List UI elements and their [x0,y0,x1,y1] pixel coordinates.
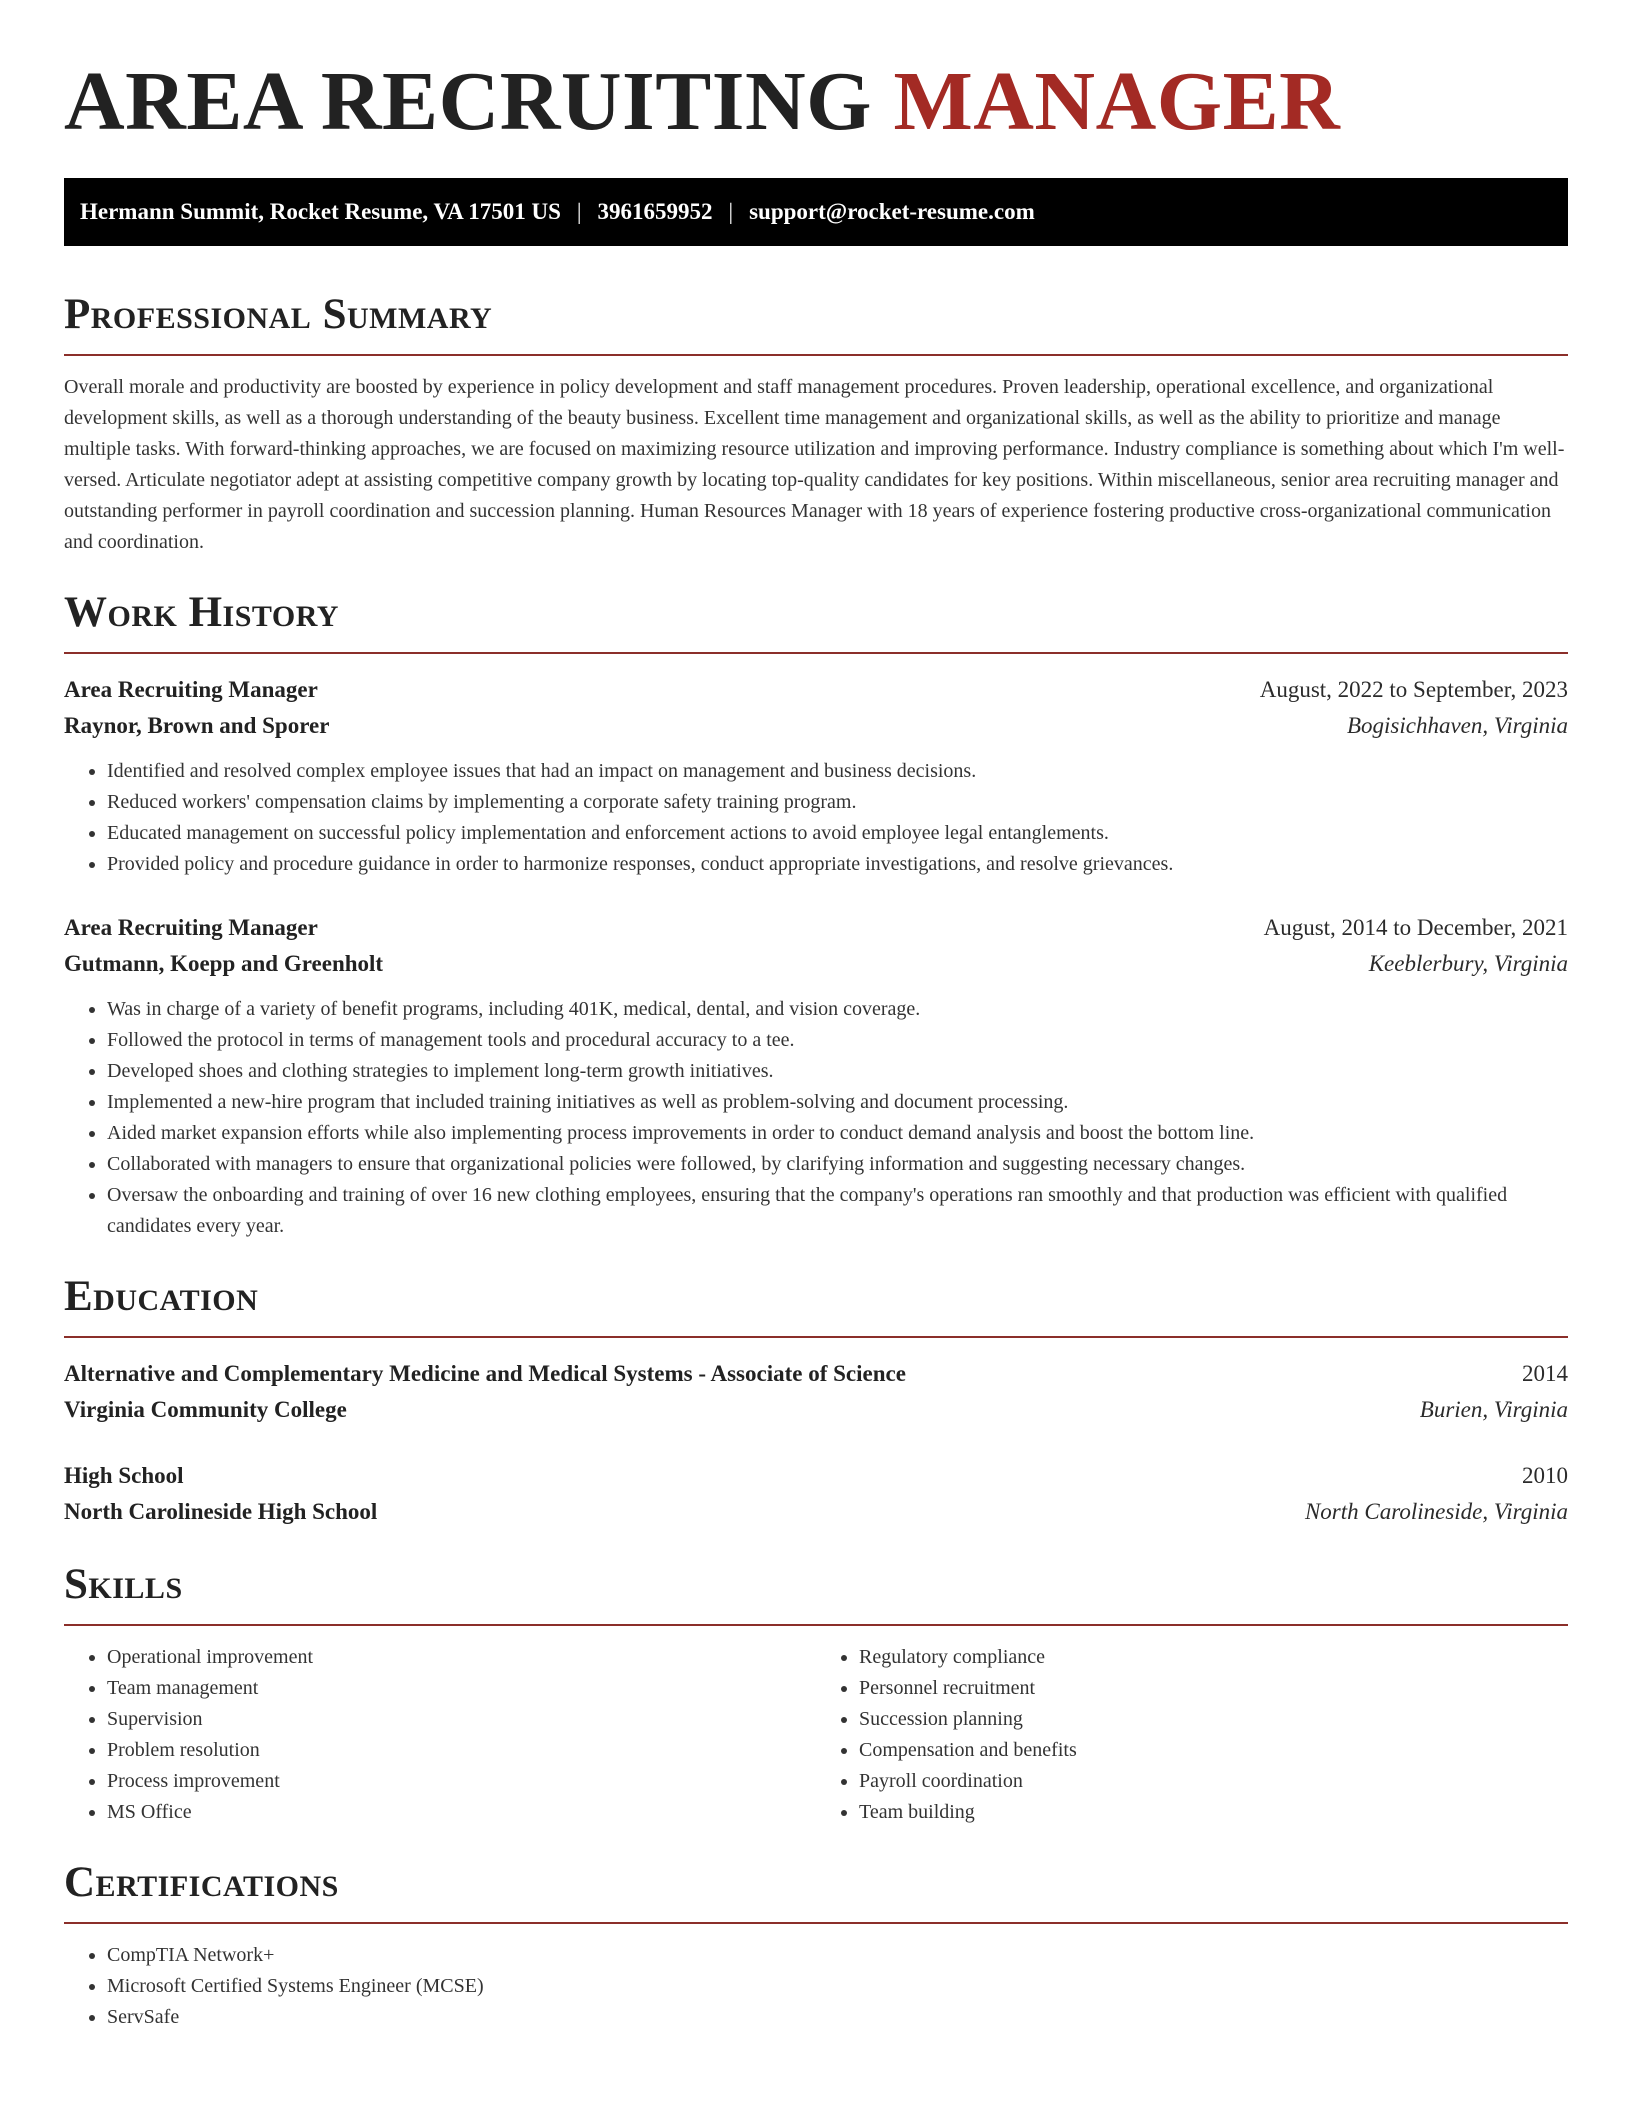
job-bullet: • Identified and resolved complex employee issues that had an impact on management and business decisions. [107,756,1568,787]
job-company-row [64,708,1568,744]
job-bullet: • Developed shoes and clothing strategies to implement long-term growth initiatives. [107,1056,1568,1087]
education-degree: Alternative and Complementary Medicine and Medical Systems - Associate of Science [64,1361,906,1386]
work-section [64,588,1568,1242]
work-heading: Work History [64,588,1568,654]
certification-item: • ServSafe [107,2002,1568,2033]
education-entry [64,1458,1568,1530]
job-bullet: • Followed the protocol in terms of management tools and procedural accuracy to a tee. [107,1025,1568,1056]
resume-title [64,52,1568,152]
education-entry [64,1356,1568,1428]
contact-email: support@rocket-resume.com [749,199,1035,224]
job-dates: August, 2014 to December, 2021 [1263,915,1568,940]
skill-item: • Payroll coordination [859,1766,1568,1797]
job-bullet: • Aided market expansion efforts while also implementing process improvements in order to conduct demand analysis and boost the bottom line. [107,1118,1568,1149]
skills-section [64,1560,1568,1828]
job-company: Gutmann, Koepp and Greenholt [64,951,384,976]
education-school-row [64,1392,1568,1428]
education-degree: High School [64,1463,184,1488]
job-bullet: • Reduced workers' compensation claims by implementing a corporate safety training program. [107,787,1568,818]
skill-item: • Regulatory compliance [859,1642,1568,1673]
job-company: Raynor, Brown and Sporer [64,713,330,738]
education-location: North Carolineside, Virginia [1304,1499,1568,1524]
job-bullet: • Was in charge of a variety of benefit programs, including 401K, medical, dental, and vision coverage. [107,994,1568,1025]
education-year: 2010 [1522,1463,1568,1488]
education-school-row [64,1494,1568,1530]
skill-item: • Supervision [107,1704,816,1735]
education-school: Virginia Community College [64,1397,347,1422]
skill-item: • Team management [107,1673,816,1704]
education-degree-row [64,1356,1568,1392]
title-main: AREA RECRUITING [64,55,872,148]
job-bullet: • Oversaw the onboarding and training of over 16 new clothing employees, ensuring that the company's operations ran smoothly and that production was efficient with qualified candidates every year. [107,1180,1568,1242]
education-school: North Carolineside High School [64,1499,378,1524]
skills-grid [64,1642,1568,1828]
job-dates: August, 2022 to September, 2023 [1259,677,1568,702]
education-section [64,1272,1568,1530]
job-bullet: • Provided policy and procedure guidance in order to harmonize responses, conduct appropriate investigations, and resolve grievances. [107,849,1568,880]
education-year: 2014 [1522,1361,1568,1386]
skill-item: • Team building [859,1797,1568,1828]
education-location: Burien, Virginia [1419,1397,1568,1422]
job-company-row [64,946,1568,982]
certifications-section [64,1858,1568,2033]
job-bullets [64,756,1568,880]
skill-item: • Process improvement [107,1766,816,1797]
title-accent: MANAGER [893,55,1341,148]
job-title: Area Recruiting Manager [64,677,318,702]
skill-item: • MS Office [107,1797,816,1828]
job-entry [64,672,1568,880]
certification-item: • Microsoft Certified Systems Engineer (MCSE) [107,1971,1568,2002]
education-heading: Education [64,1272,1568,1338]
certification-item: • CompTIA Network+ [107,1940,1568,1971]
skill-item: • Compensation and benefits [859,1735,1568,1766]
certifications-list [64,1940,1568,2033]
summary-text: Overall morale and productivity are boosted by experience in policy development and staff management procedures. Proven leadership, operational excellence, and organizational development skills, as well as a thorough understanding of the beauty business. Excellent time management and organizational skills, as well as the ability to prioritize and manage multiple tasks. With forward-thinking approaches, we are focused on maximizing resource utilization and improving performance. Industry compliance is something about which I'm well-versed. Articulate negotiator adept at assisting competitive company growth by locating top-quality candidates for key positions. Within miscellaneous, senior area recruiting manager and outstanding performer in payroll coordination and succession planning. Human Resources Manager with 18 years of experience fostering productive cross-organizational communication and coordination. [64,376,1565,553]
job-location: Bogisichhaven, Virginia [1346,713,1568,738]
summary-section [64,290,1568,558]
skill-item: • Succession planning [859,1704,1568,1735]
job-header-row [64,910,1568,946]
contact-phone: 3961659952 [597,199,713,224]
job-bullets [64,994,1568,1242]
job-title: Area Recruiting Manager [64,915,318,940]
job-location: Keeblerbury, Virginia [1368,951,1568,976]
job-bullet: • Educated management on successful policy implementation and enforcement actions to avoid employee legal entanglements. [107,818,1568,849]
skills-list-right [816,1642,1568,1828]
education-degree-row [64,1458,1568,1494]
contact-separator: | [576,199,582,224]
contact-address: Hermann Summit, Rocket Resume, VA 17501 US [80,199,561,224]
summary-heading: Professional Summary [64,290,1568,356]
job-header-row [64,672,1568,708]
contact-separator: | [728,199,734,224]
job-entry [64,910,1568,1242]
skill-item: • Operational improvement [107,1642,816,1673]
skills-list-left [64,1642,816,1828]
certifications-heading: Certifications [64,1858,1568,1924]
skills-heading: Skills [64,1560,1568,1626]
skill-item: • Problem resolution [107,1735,816,1766]
job-bullet: • Implemented a new-hire program that included training initiatives as well as problem-solving and document processing. [107,1087,1568,1118]
contact-bar [64,178,1568,246]
skill-item: • Personnel recruitment [859,1673,1568,1704]
job-bullet: • Collaborated with managers to ensure that organizational policies were followed, by clarifying information and suggesting necessary changes. [107,1149,1568,1180]
